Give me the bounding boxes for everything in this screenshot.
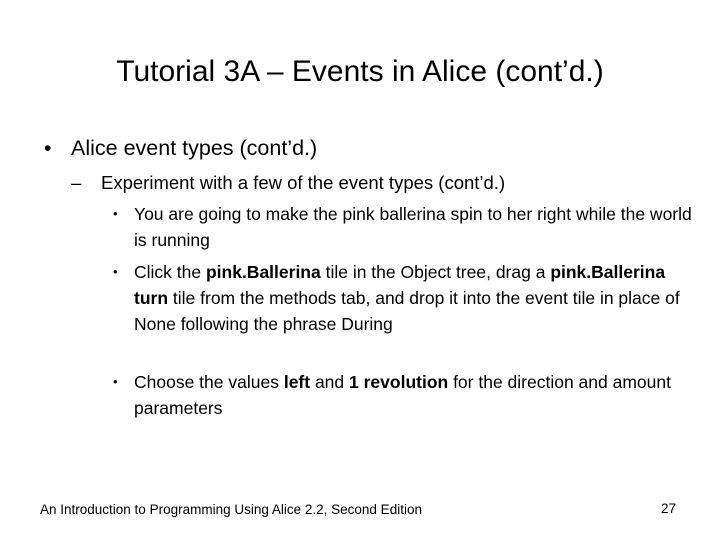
text-segment: tile in the Object tree, drag a <box>320 262 551 282</box>
bullet-icon: • <box>113 374 118 389</box>
bold-segment: left <box>283 372 311 392</box>
bullet-3-text <box>134 369 693 421</box>
text-segment: You are going to make the pink ballerina spin to her right while the world is running <box>134 204 692 250</box>
page-number: 27 <box>661 501 677 516</box>
level3-bullet-3 <box>113 369 693 421</box>
level1-text: Alice event types (cont’d.) <box>71 136 318 160</box>
text-segment: tile from the methods tab, and drop it into the event tile in place of None following the phrase During <box>134 288 680 334</box>
bullet-icon: • <box>113 206 118 221</box>
bold-segment: pink.Ballerina turn <box>134 262 666 308</box>
text-segment: Choose the values <box>134 372 284 392</box>
dash-icon: – <box>71 172 82 193</box>
level3-bullet-2 <box>113 259 693 337</box>
level1-bullet <box>44 133 317 163</box>
bold-segment: pink.Ballerina <box>205 262 321 282</box>
level2-text: Experiment with a few of the event types (cont’d.) <box>101 172 506 193</box>
slide-title: Tutorial 3A – Events in Alice (cont’d.) <box>116 55 604 88</box>
footer-text: An Introduction to Programming Using Alice 2.2, Second Edition <box>40 502 422 517</box>
level2-item <box>71 170 505 196</box>
text-segment: Click the <box>134 262 206 282</box>
bullet-2-text <box>134 259 693 337</box>
bullet-icon: • <box>113 264 118 279</box>
bold-segment: 1 revolution <box>349 372 449 392</box>
text-segment: and <box>310 372 350 392</box>
bullet-1-text <box>134 201 693 253</box>
bullet-icon: • <box>44 136 52 160</box>
text-segment: for the direction and amount parameters <box>134 372 671 418</box>
level3-bullet-1 <box>113 201 693 253</box>
